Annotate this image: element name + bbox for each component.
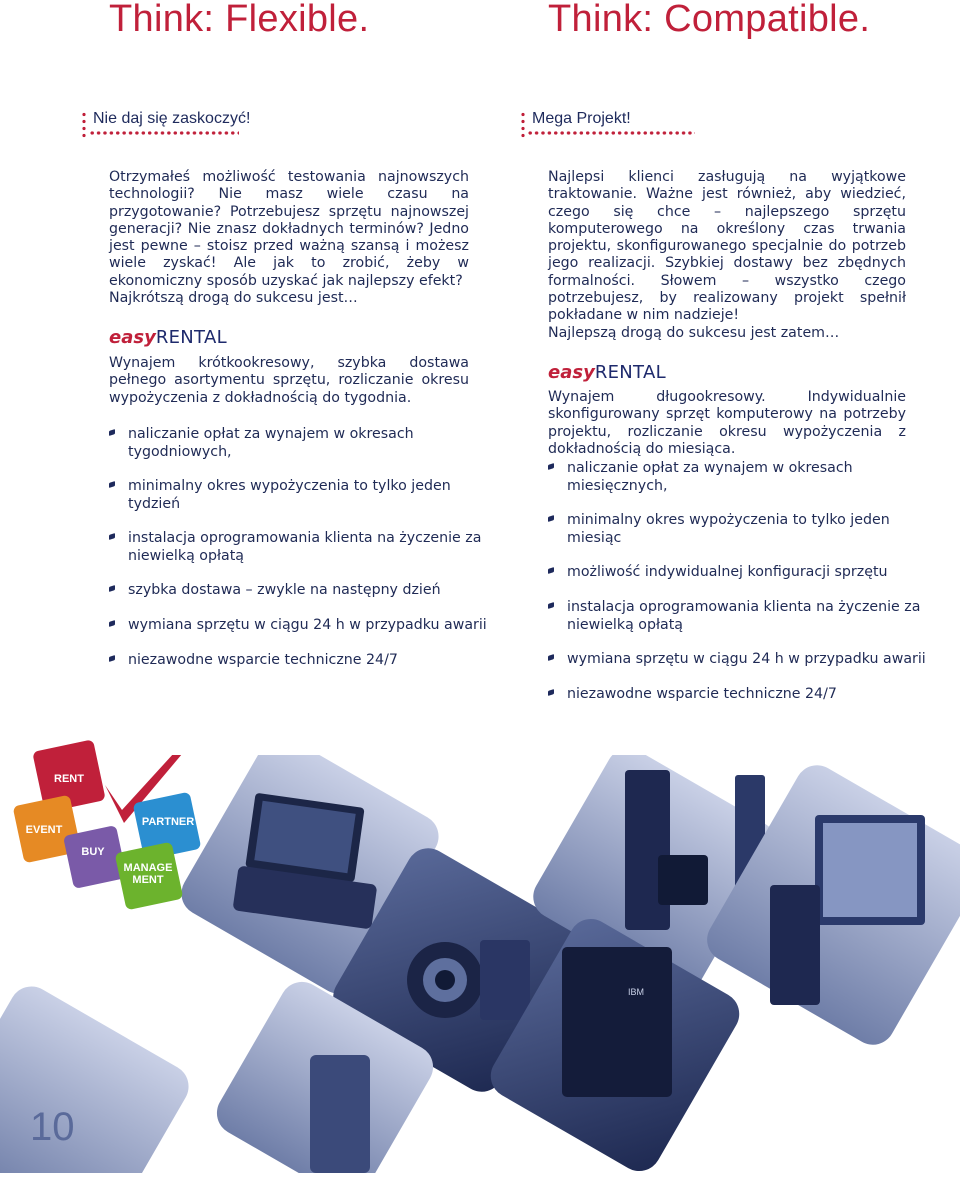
- brand-easy: easy: [548, 362, 595, 383]
- list-item: wymiana sprzętu w ciągu 24 h w przypadku awarii: [548, 650, 928, 668]
- bullet-icon: [548, 654, 554, 661]
- left-lead: Najkrótszą drogą do sukcesu jest…: [109, 290, 358, 306]
- bullet-icon: [548, 689, 554, 696]
- bullet-icon: [548, 515, 554, 522]
- right-subhead-dots: [521, 111, 525, 139]
- left-brand: [109, 327, 227, 348]
- list-item: instalacja oprogramowania klienta na życzenie za niewielką opłatą: [109, 529, 489, 564]
- bullet-icon: [109, 620, 115, 627]
- bullet-icon: [109, 585, 115, 592]
- list-item: szybka dostawa – zwykle na następny dzień: [109, 581, 489, 599]
- left-subhead-underline: [89, 131, 239, 135]
- left-intro: Otrzymałeś możliwość testowania najnowszych technologii? Nie masz wiele czasu na przygotowanie? Potrzebujesz sprzętu najnowszej generacji? Nie znasz dokładnych terminów? Jedno jest pewne – stoisz przed ważną szansą i możesz wiele zyskać! Ale jak to zrobić, żeby w ekonomiczny sposób uzyskać jak najlepszy efekt?: [109, 169, 469, 289]
- brand-rental: RENTAL: [155, 327, 227, 348]
- list-item: minimalny okres wypożyczenia to tylko jeden miesiąc: [548, 511, 928, 546]
- bullet-icon: [548, 567, 554, 574]
- product-gallery: [0, 755, 960, 1173]
- partner-label: PARTNER: [141, 816, 195, 828]
- circuit-photo: [0, 978, 197, 1173]
- right-intro: Najlepsi klienci zasługują na wyjątkowe traktowanie. Ważne jest również, aby wiedzieć, czego się chce – najlepszego sprzętu komputerowego na określony czas trwania projektu, skonfigurowanego specjalnie do potrzeb jego realizacji. Szybkiej dostawy bez zbędnych formalności. Słowem – wszystko czego potrzebujesz, by realizowany projekt spełnił pokładane w nim nadzieje!: [548, 169, 906, 324]
- event-label: EVENT: [25, 824, 63, 836]
- brand-easy: easy: [109, 327, 156, 348]
- right-subhead: Mega Projekt!: [532, 110, 631, 127]
- list-item: minimalny okres wypożyczenia to tylko jeden tydzień: [109, 477, 489, 512]
- left-bullet-list: [109, 425, 489, 669]
- bullet-icon: [109, 655, 115, 662]
- bullet-icon: [109, 533, 115, 540]
- left-title: Think: Flexible.: [109, 0, 370, 40]
- list-item: instalacja oprogramowania klienta na życzenie za niewielką opłatą: [548, 598, 928, 633]
- right-bullet-list: [548, 459, 928, 703]
- bullet-icon: [109, 481, 115, 488]
- left-subhead: Nie daj się zaskoczyć!: [93, 110, 251, 127]
- right-brand: [548, 362, 666, 383]
- left-desc: Wynajem krótkookresowy, szybka dostawa pełnego asortymentu sprzętu, rozliczanie okresu wypożyczenia z dokładnością do tygodnia.: [109, 355, 469, 406]
- ibm-label: IBM: [628, 987, 645, 997]
- list-item: niezawodne wsparcie techniczne 24/7: [548, 685, 928, 703]
- list-item: niezawodne wsparcie techniczne 24/7: [109, 651, 489, 669]
- right-subhead-underline: [527, 131, 695, 135]
- digits-decoration: 10: [30, 1105, 75, 1149]
- right-title: Think: Compatible.: [548, 0, 871, 40]
- list-item: naliczanie opłat za wynajem w okresach tygodniowych,: [109, 425, 489, 460]
- management-label: MANAGE MENT: [123, 862, 173, 886]
- list-item: możliwość indywidualnej konfiguracji sprzętu: [548, 563, 928, 581]
- bullet-icon: [548, 463, 554, 470]
- buy-label: BUY: [81, 846, 105, 858]
- bullet-icon: [548, 602, 554, 609]
- rent-label: RENT: [54, 773, 84, 785]
- list-item: naliczanie opłat za wynajem w okresach miesięcznych,: [548, 459, 928, 494]
- right-desc: Wynajem długookresowy. Indywidualnie skonfigurowany sprzęt komputerowy na potrzeby projektu, rozliczanie okresu wypożyczenia z dokładnością do miesiąca.: [548, 389, 906, 457]
- brand-rental: RENTAL: [594, 362, 666, 383]
- list-item: wymiana sprzętu w ciągu 24 h w przypadku awarii: [109, 616, 489, 634]
- right-lead: Najlepszą drogą do sukcesu jest zatem…: [548, 325, 840, 341]
- bullet-icon: [109, 429, 115, 436]
- left-subhead-dots: [82, 111, 86, 139]
